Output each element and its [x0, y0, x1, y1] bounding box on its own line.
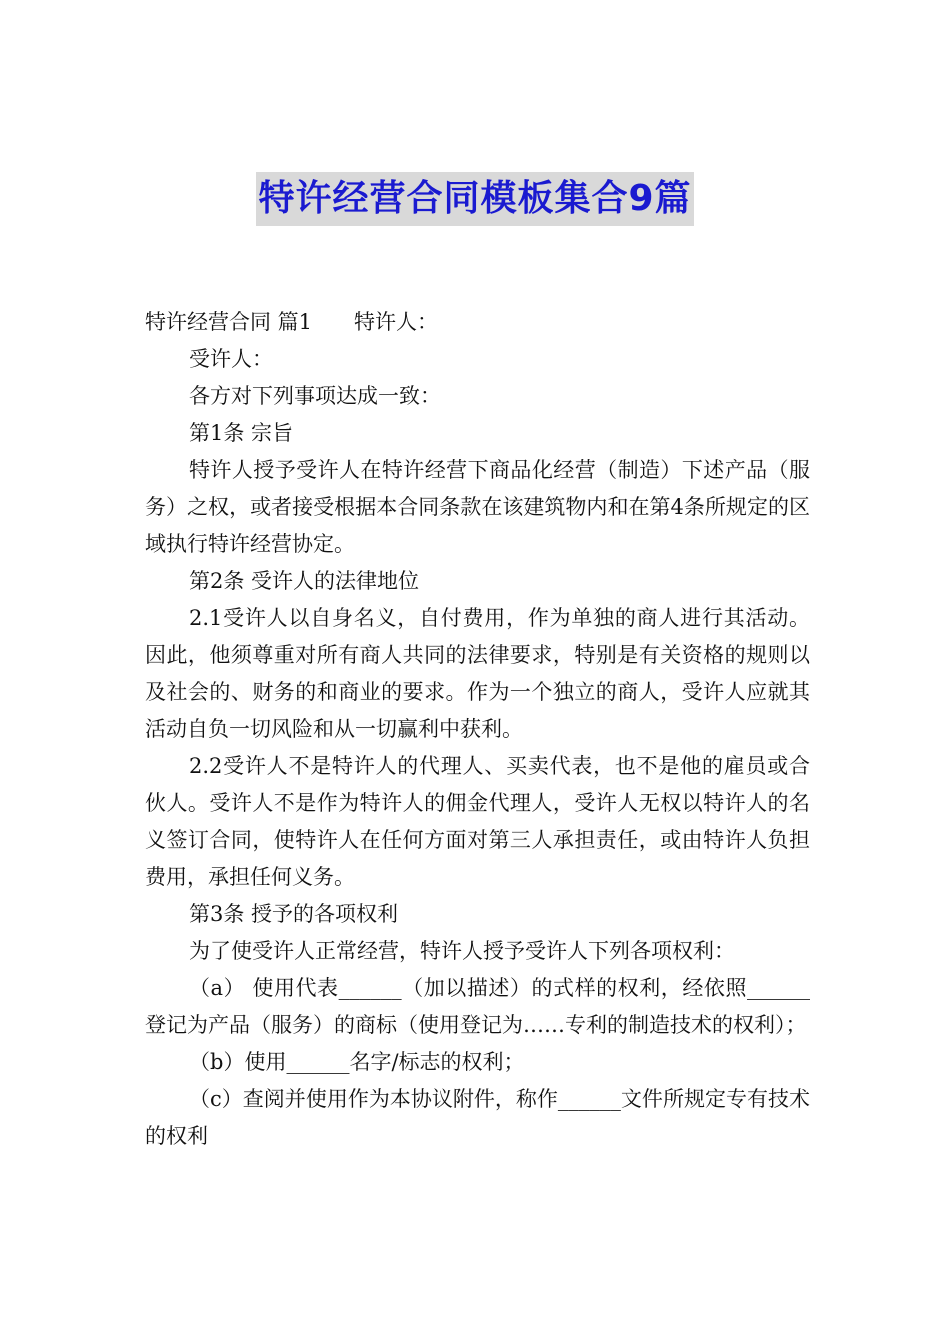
article-3-item-a: （a） 使用代表______（加以描述）的式样的权利，经依照______登记为产品（服务）的商标（使用登记为……专利的制造技术的权利）；: [145, 976, 810, 1037]
article-3-item-c: （c）查阅并使用作为本协议附件，称作______文件所规定专有技术的权利: [145, 1087, 810, 1148]
article-2-heading: 第2条 受许人的法律地位: [189, 569, 420, 593]
paragraph-agreement: 各方对下列事项达成一致：: [189, 384, 441, 408]
article-3-intro: 为了使受许人正常经营，特许人授予受许人下列各项权利：: [189, 939, 735, 963]
article-3-heading: 第3条 授予的各项权利: [189, 902, 399, 926]
franchisor-label: 特许人：: [354, 310, 439, 334]
article-2-2: 2.2受许人不是特许人的代理人、买卖代表，也不是他的雇员或合伙人。受许人不是作为特许人的佣金代理人，受许人无权以特许人的名义签订合同，使特许人在任何方面对第三人承担责任，或由特许人负担费用，承担任何义务。: [145, 754, 810, 889]
contract-heading: 特许经营合同 篇1: [145, 310, 313, 334]
article-1-heading: 第1条 宗旨: [189, 421, 294, 445]
article-2-1: 2.1受许人以自身名义，自付费用，作为单独的商人进行其活动。因此，他须尊重对所有商人共同的法律要求，特别是有关资格的规则以及社会的、财务的和商业的要求。作为一个独立的商人，受许人应就其活动自负一切风险和从一切赢利中获利。: [145, 606, 810, 741]
heading-line: [145, 304, 810, 341]
document-title: 特许经营合同模板集合9篇: [256, 172, 693, 226]
document-body: [145, 304, 810, 1155]
article-1-body: 特许人授予受许人在特许经营下商品化经营（制造）下述产品（服务）之权，或者接受根据本合同条款在该建筑物内和在第4条所规定的区域执行特许经营协定。: [145, 458, 810, 556]
article-3-item-b: （b）使用______名字/标志的权利；: [189, 1050, 525, 1074]
title-container: [0, 172, 950, 226]
paragraph-franchisee: 受许人：: [189, 347, 273, 371]
